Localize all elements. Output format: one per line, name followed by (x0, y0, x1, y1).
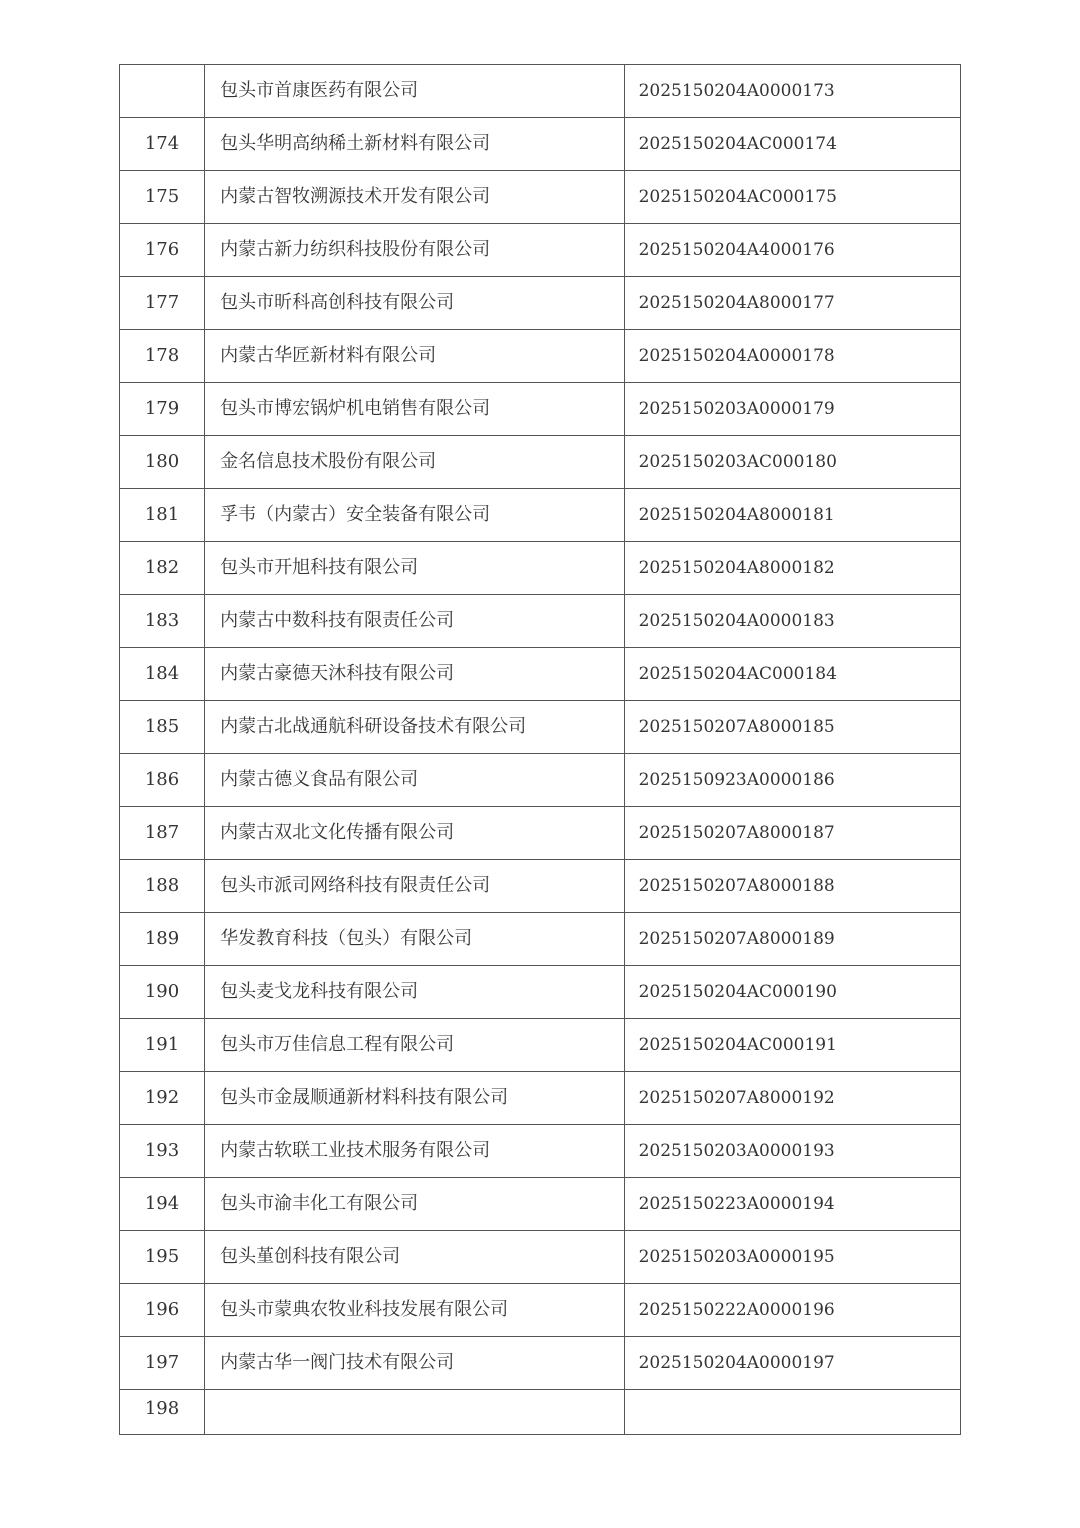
row-number-cell: 187 (120, 807, 205, 860)
row-number-cell: 192 (120, 1072, 205, 1125)
table-row (120, 1019, 961, 1072)
company-name-cell: 内蒙古北战通航科研设备技术有限公司 (205, 701, 624, 754)
company-name-cell: 包头堇创科技有限公司 (205, 1231, 624, 1284)
company-name-cell: 内蒙古豪德天沐科技有限公司 (205, 648, 624, 701)
registration-code-cell: 2025150204A8000182 (624, 542, 960, 595)
company-name-cell: 包头麦戈龙科技有限公司 (205, 966, 624, 1019)
company-name-cell: 包头市金晟顺通新材料科技有限公司 (205, 1072, 624, 1125)
registration-code-cell: 2025150204A4000176 (624, 224, 960, 277)
registration-code-cell: 2025150222A0000196 (624, 1284, 960, 1337)
table-row (120, 754, 961, 807)
table-row (120, 1125, 961, 1178)
company-name-cell: 金名信息技术股份有限公司 (205, 436, 624, 489)
company-name-cell: 内蒙古华一阀门技术有限公司 (205, 1337, 624, 1390)
table-row (120, 330, 961, 383)
table-row (120, 1178, 961, 1231)
registration-code-cell: 2025150204AC000184 (624, 648, 960, 701)
company-name-cell: 包头市博宏锅炉机电销售有限公司 (205, 383, 624, 436)
table-row (120, 860, 961, 913)
company-name-cell (205, 1390, 624, 1435)
registration-code-cell: 2025150204A0000183 (624, 595, 960, 648)
row-number-cell: 185 (120, 701, 205, 754)
row-number-cell: 181 (120, 489, 205, 542)
table-row (120, 542, 961, 595)
company-name-cell: 包头市首康医药有限公司 (205, 65, 624, 118)
company-name-cell: 华发教育科技（包头）有限公司 (205, 913, 624, 966)
registration-code-cell: 2025150204AC000175 (624, 171, 960, 224)
company-name-cell: 内蒙古双北文化传播有限公司 (205, 807, 624, 860)
company-name-cell: 内蒙古德义食品有限公司 (205, 754, 624, 807)
table-row (120, 65, 961, 118)
table-row (120, 701, 961, 754)
company-name-cell: 内蒙古新力纺织科技股份有限公司 (205, 224, 624, 277)
row-number-cell: 178 (120, 330, 205, 383)
registration-code-cell: 2025150207A8000188 (624, 860, 960, 913)
registration-code-cell: 2025150204A0000197 (624, 1337, 960, 1390)
row-number-cell: 180 (120, 436, 205, 489)
registration-code-cell: 2025150207A8000185 (624, 701, 960, 754)
table-row (120, 436, 961, 489)
table-row (120, 224, 961, 277)
table-row (120, 277, 961, 330)
row-number-cell: 174 (120, 118, 205, 171)
registration-code-cell: 2025150207A8000192 (624, 1072, 960, 1125)
row-number-cell: 179 (120, 383, 205, 436)
row-number-cell: 193 (120, 1125, 205, 1178)
table-row (120, 966, 961, 1019)
company-name-cell: 包头市昕科高创科技有限公司 (205, 277, 624, 330)
row-number-cell: 191 (120, 1019, 205, 1072)
table-row (120, 913, 961, 966)
registration-code-cell: 2025150203A0000193 (624, 1125, 960, 1178)
row-number-cell: 198 (120, 1390, 205, 1435)
registration-code-cell: 2025150204AC000191 (624, 1019, 960, 1072)
row-number-cell: 176 (120, 224, 205, 277)
table-row (120, 118, 961, 171)
table-row (120, 489, 961, 542)
row-number-cell (120, 65, 205, 118)
table-row (120, 171, 961, 224)
registration-code-cell: 2025150223A0000194 (624, 1178, 960, 1231)
registration-code-cell: 2025150203A0000179 (624, 383, 960, 436)
registration-code-cell: 2025150207A8000187 (624, 807, 960, 860)
registration-code-cell: 2025150203A0000195 (624, 1231, 960, 1284)
company-name-cell: 包头市派司网络科技有限责任公司 (205, 860, 624, 913)
company-name-cell: 包头市开旭科技有限公司 (205, 542, 624, 595)
registration-code-cell: 2025150204A8000177 (624, 277, 960, 330)
row-number-cell: 186 (120, 754, 205, 807)
row-number-cell: 183 (120, 595, 205, 648)
table-row (120, 1390, 961, 1435)
company-list-table (119, 64, 961, 1435)
registration-code-cell (624, 1390, 960, 1435)
table-row (120, 1072, 961, 1125)
table-row (120, 1231, 961, 1284)
table-body (120, 65, 961, 1435)
row-number-cell: 194 (120, 1178, 205, 1231)
table-row (120, 648, 961, 701)
registration-code-cell: 2025150203AC000180 (624, 436, 960, 489)
row-number-cell: 196 (120, 1284, 205, 1337)
company-name-cell: 包头市万佳信息工程有限公司 (205, 1019, 624, 1072)
company-name-cell: 内蒙古软联工业技术服务有限公司 (205, 1125, 624, 1178)
registration-code-cell: 2025150204A8000181 (624, 489, 960, 542)
row-number-cell: 189 (120, 913, 205, 966)
registration-code-cell: 2025150204A0000173 (624, 65, 960, 118)
row-number-cell: 188 (120, 860, 205, 913)
company-name-cell: 包头市蒙典农牧业科技发展有限公司 (205, 1284, 624, 1337)
table-row (120, 807, 961, 860)
row-number-cell: 175 (120, 171, 205, 224)
company-name-cell: 内蒙古中数科技有限责任公司 (205, 595, 624, 648)
table-row (120, 1337, 961, 1390)
table-row (120, 383, 961, 436)
row-number-cell: 197 (120, 1337, 205, 1390)
company-name-cell: 内蒙古智牧溯源技术开发有限公司 (205, 171, 624, 224)
company-name-cell: 孚韦（内蒙古）安全装备有限公司 (205, 489, 624, 542)
row-number-cell: 177 (120, 277, 205, 330)
registration-code-cell: 2025150207A8000189 (624, 913, 960, 966)
company-name-cell: 内蒙古华匠新材料有限公司 (205, 330, 624, 383)
registration-code-cell: 2025150204AC000190 (624, 966, 960, 1019)
table-row (120, 595, 961, 648)
company-name-cell: 包头市渝丰化工有限公司 (205, 1178, 624, 1231)
row-number-cell: 195 (120, 1231, 205, 1284)
table-row (120, 1284, 961, 1337)
company-name-cell: 包头华明高纳稀土新材料有限公司 (205, 118, 624, 171)
row-number-cell: 184 (120, 648, 205, 701)
registration-code-cell: 2025150923A0000186 (624, 754, 960, 807)
row-number-cell: 190 (120, 966, 205, 1019)
registration-code-cell: 2025150204AC000174 (624, 118, 960, 171)
registration-code-cell: 2025150204A0000178 (624, 330, 960, 383)
row-number-cell: 182 (120, 542, 205, 595)
